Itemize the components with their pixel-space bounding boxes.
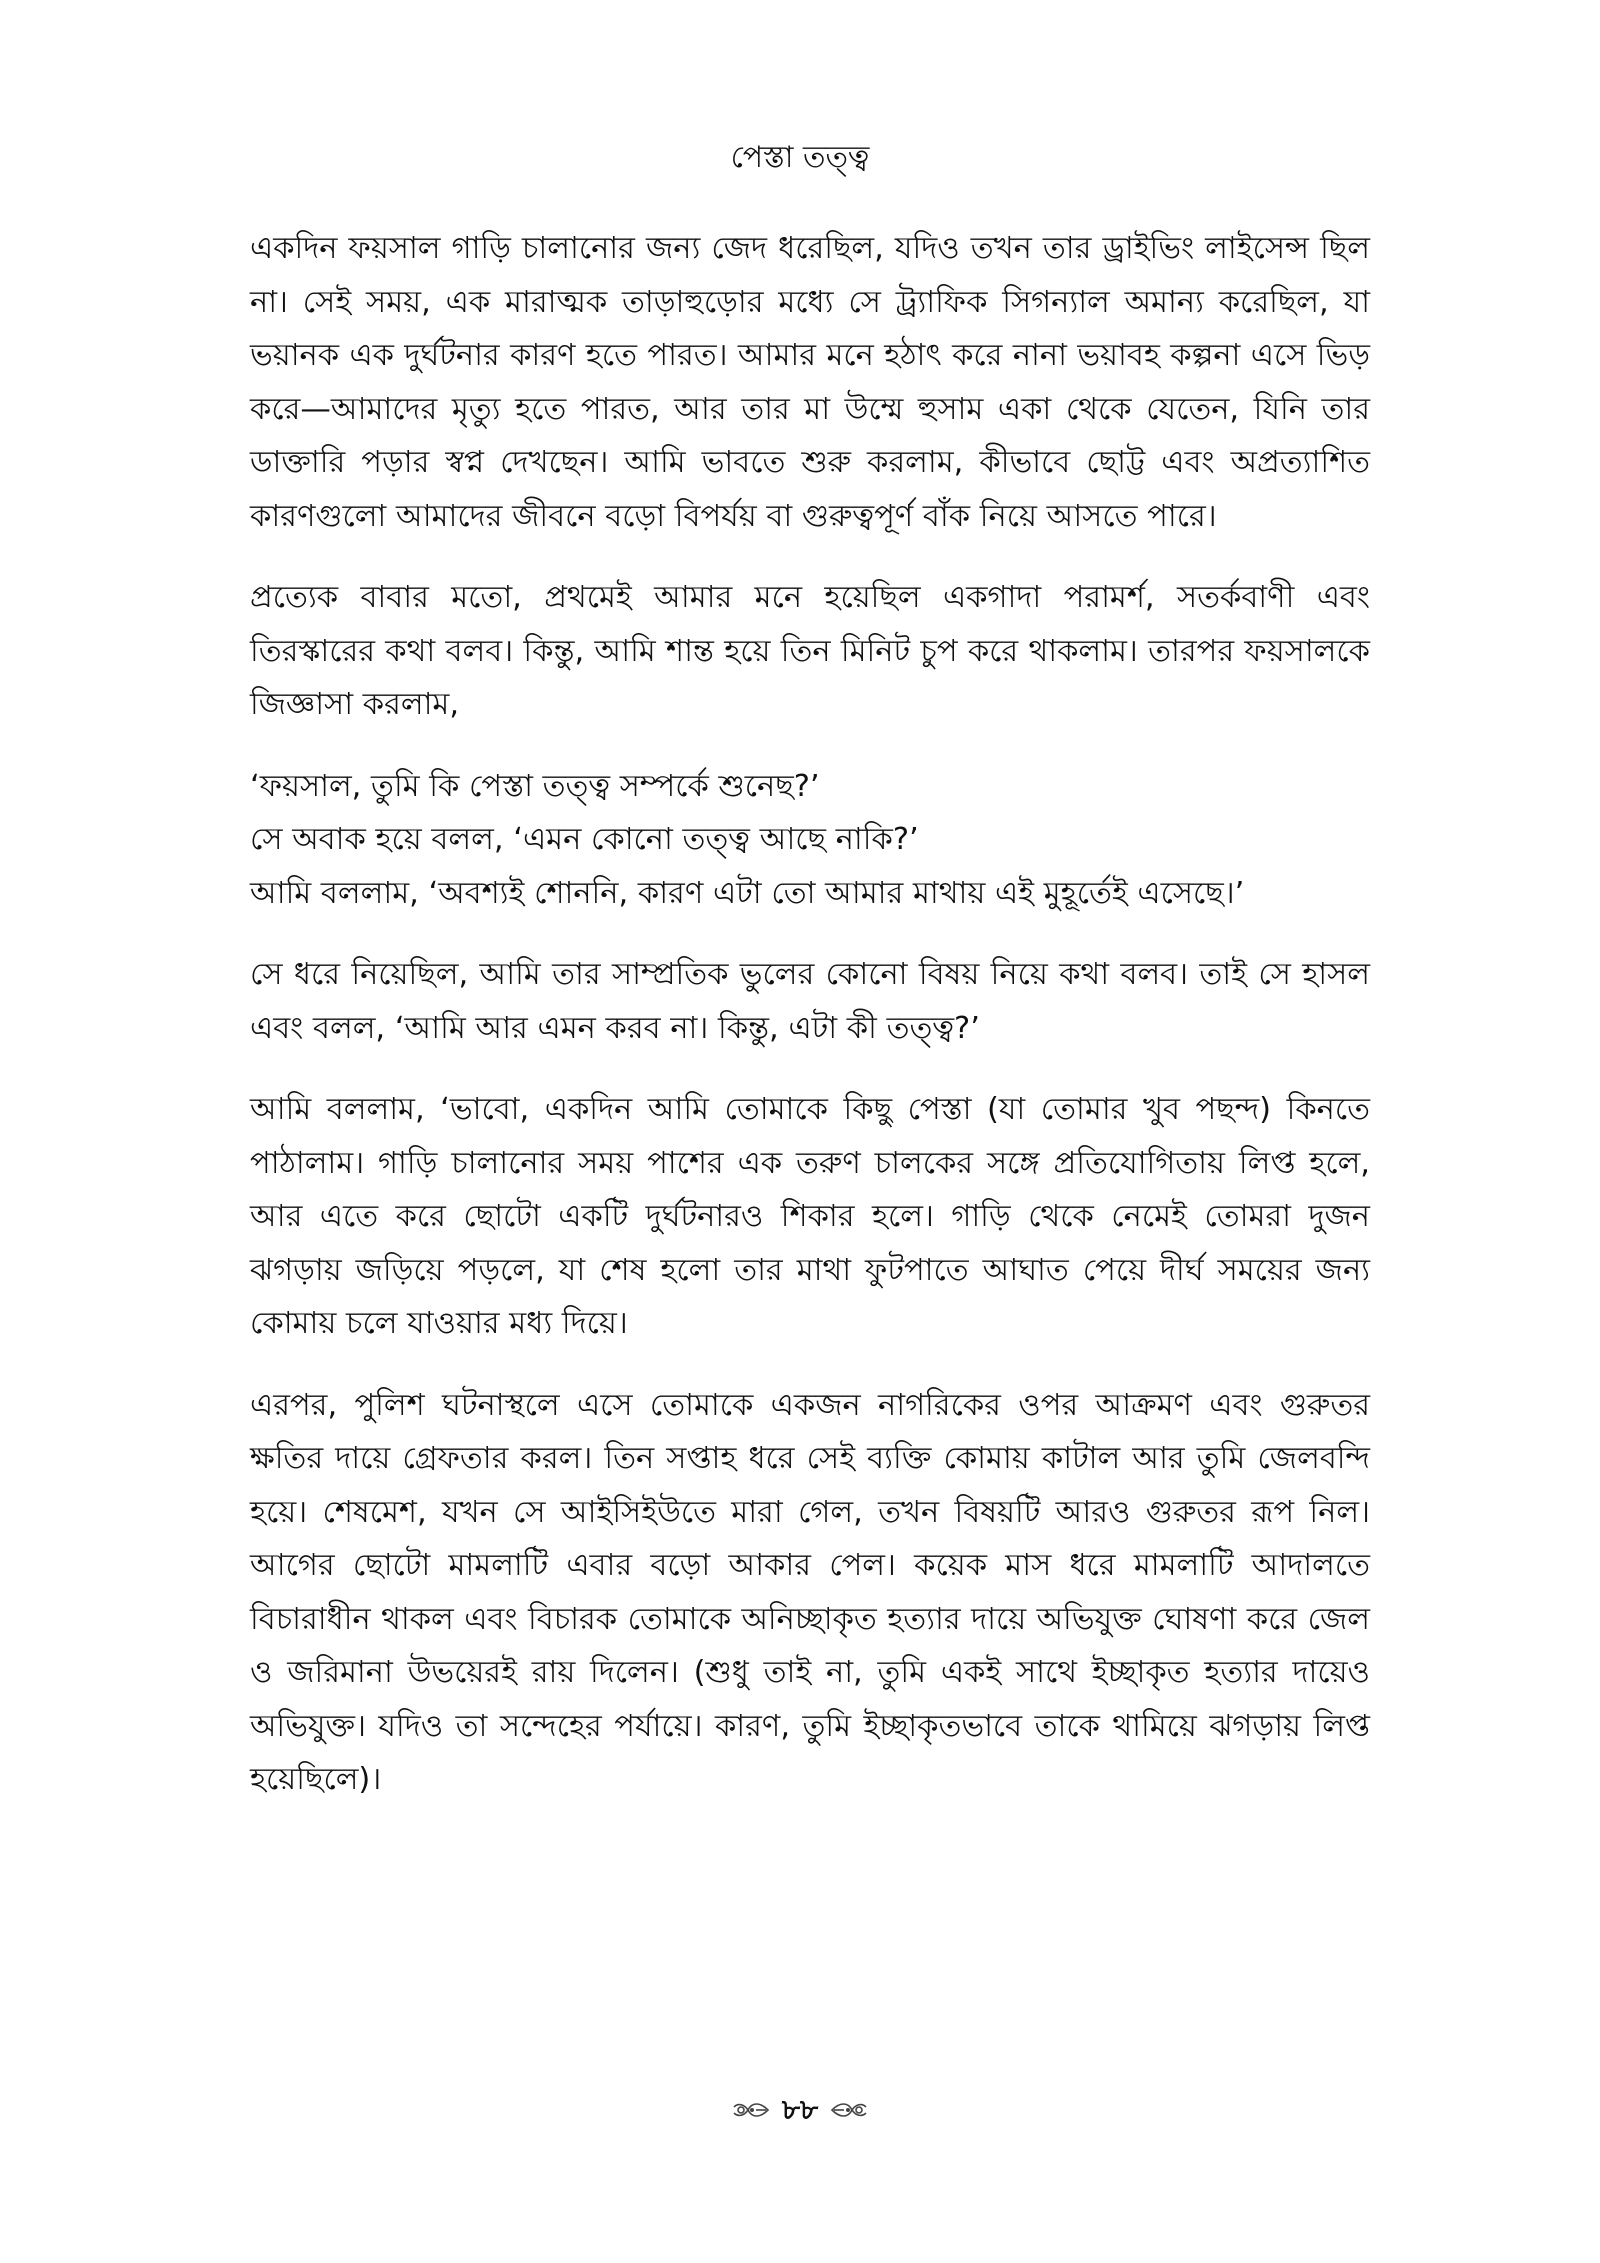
paragraph: সে ধরে নিয়েছিল, আমি তার সাম্প্রতিক ভুলের কোনো বিষয় নিয়ে কথা বলব। তাই সে হাসল এবং বলল, ‘আমি আর এমন করব না। কিন্তু, এটা কী তত্ত্ব?’ bbox=[250, 957, 1370, 1046]
page-footer bbox=[0, 2086, 1600, 2134]
running-title: পেস্তা তত্ত্ব bbox=[730, 140, 870, 175]
page-number: ৮৮ bbox=[781, 2093, 819, 2126]
dialogue-block bbox=[250, 760, 1370, 921]
floral-ornament-icon bbox=[830, 2090, 870, 2130]
dialogue-line: ‘ফয়সাল, তুমি কি পেস্তা তত্ত্ব সম্পর্কে শুনেছ?’ bbox=[250, 768, 820, 804]
paragraph: প্রত্যেক বাবার মতো, প্রথমেই আমার মনে হয়েছিল একগাদা পরামর্শ, সতর্কবাণী এবং তিরস্কারের কথা বলব। কিন্তু, আমি শান্ত হয়ে তিন মিনিট চুপ করে থাকলাম। তারপর ফয়সালকে জিজ্ঞাসা করলাম, bbox=[250, 580, 1370, 722]
body-text bbox=[250, 222, 1370, 1835]
paragraph: একদিন ফয়সাল গাড়ি চালানোর জন্য জেদ ধরেছিল, যদিও তখন তার ড্রাইভিং লাইসেন্স ছিল না। সেই সময়, এক মারাত্মক তাড়াহুড়োর মধ্যে সে ট্র্যাফিক সিগন্যাল অমান্য করেছিল, যা ভয়ানক এক দুর্ঘটনার কারণ হতে পারত। আমার মনে হঠাৎ করে নানা ভয়াবহ কল্পনা এসে ভিড় করে—আমাদের মৃত্যু হতে পারত, আর তার মা উম্মে হুসাম একা থেকে যেতেন, যিনি তার ডাক্তারি পড়ার স্বপ্ন দেখছেন। আমি ভাবতে শুরু করলাম, কীভাবে ছোট্ট এবং অপ্রত্যাশিত কারণগুলো আমাদের জীবনে বড়ো বিপর্যয় বা গুরুত্বপূর্ণ বাঁক নিয়ে আসতে পারে। bbox=[250, 231, 1370, 534]
floral-ornament-icon bbox=[730, 2090, 770, 2130]
paragraph: এরপর, পুলিশ ঘটনাস্থলে এসে তোমাকে একজন নাগরিকের ওপর আক্রমণ এবং গুরুতর ক্ষতির দায়ে গ্রেফতার করল। তিন সপ্তাহ ধরে সেই ব্যক্তি কোমায় কাটাল আর তুমি জেলবন্দি হয়ে। শেষমেশ, যখন সে আইসিইউতে মারা গেল, তখন বিষয়টি আরও গুরুতর রূপ নিল। আগের ছোটো মামলাটি এবার বড়ো আকার পেল। কয়েক মাস ধরে মামলাটি আদালতে বিচারাধীন থাকল এবং বিচারক তোমাকে অনিচ্ছাকৃত হত্যার দায়ে অভিযুক্ত ঘোষণা করে জেল ও জরিমানা উভয়েরই রায় দিলেন। (শুধু তাই না, তুমি একই সাথে ইচ্ছাকৃত হত্যার দায়েও অভিযুক্ত। যদিও তা সন্দেহের পর্যায়ে। কারণ, তুমি ইচ্ছাকৃতভাবে তাকে থামিয়ে ঝগড়ায় লিপ্ত হয়েছিলে)। bbox=[250, 1387, 1370, 1797]
paragraph: আমি বললাম, ‘ভাবো, একদিন আমি তোমাকে কিছু পেস্তা (যা তোমার খুব পছন্দ) কিনতে পাঠালাম। গাড়ি চালানোর সময় পাশের এক তরুণ চালকের সঙ্গে প্রতিযোগিতায় লিপ্ত হলে, আর এতে করে ছোটো একটি দুর্ঘটনারও শিকার হলে। গাড়ি থেকে নেমেই তোমরা দুজন ঝগড়ায় জড়িয়ে পড়লে, যা শেষ হলো তার মাথা ফুটপাতে আঘাত পেয়ে দীর্ঘ সময়ের জন্য কোমায় চলে যাওয়ার মধ্য দিয়ে। bbox=[250, 1092, 1370, 1341]
dialogue-line: আমি বললাম, ‘অবশ্যই শোননি, কারণ এটা তো আমার মাথায় এই মুহূর্তেই এসেছে।’ bbox=[250, 875, 1245, 911]
dialogue-line: সে অবাক হয়ে বলল, ‘এমন কোনো তত্ত্ব আছে নাকি?’ bbox=[250, 822, 919, 857]
